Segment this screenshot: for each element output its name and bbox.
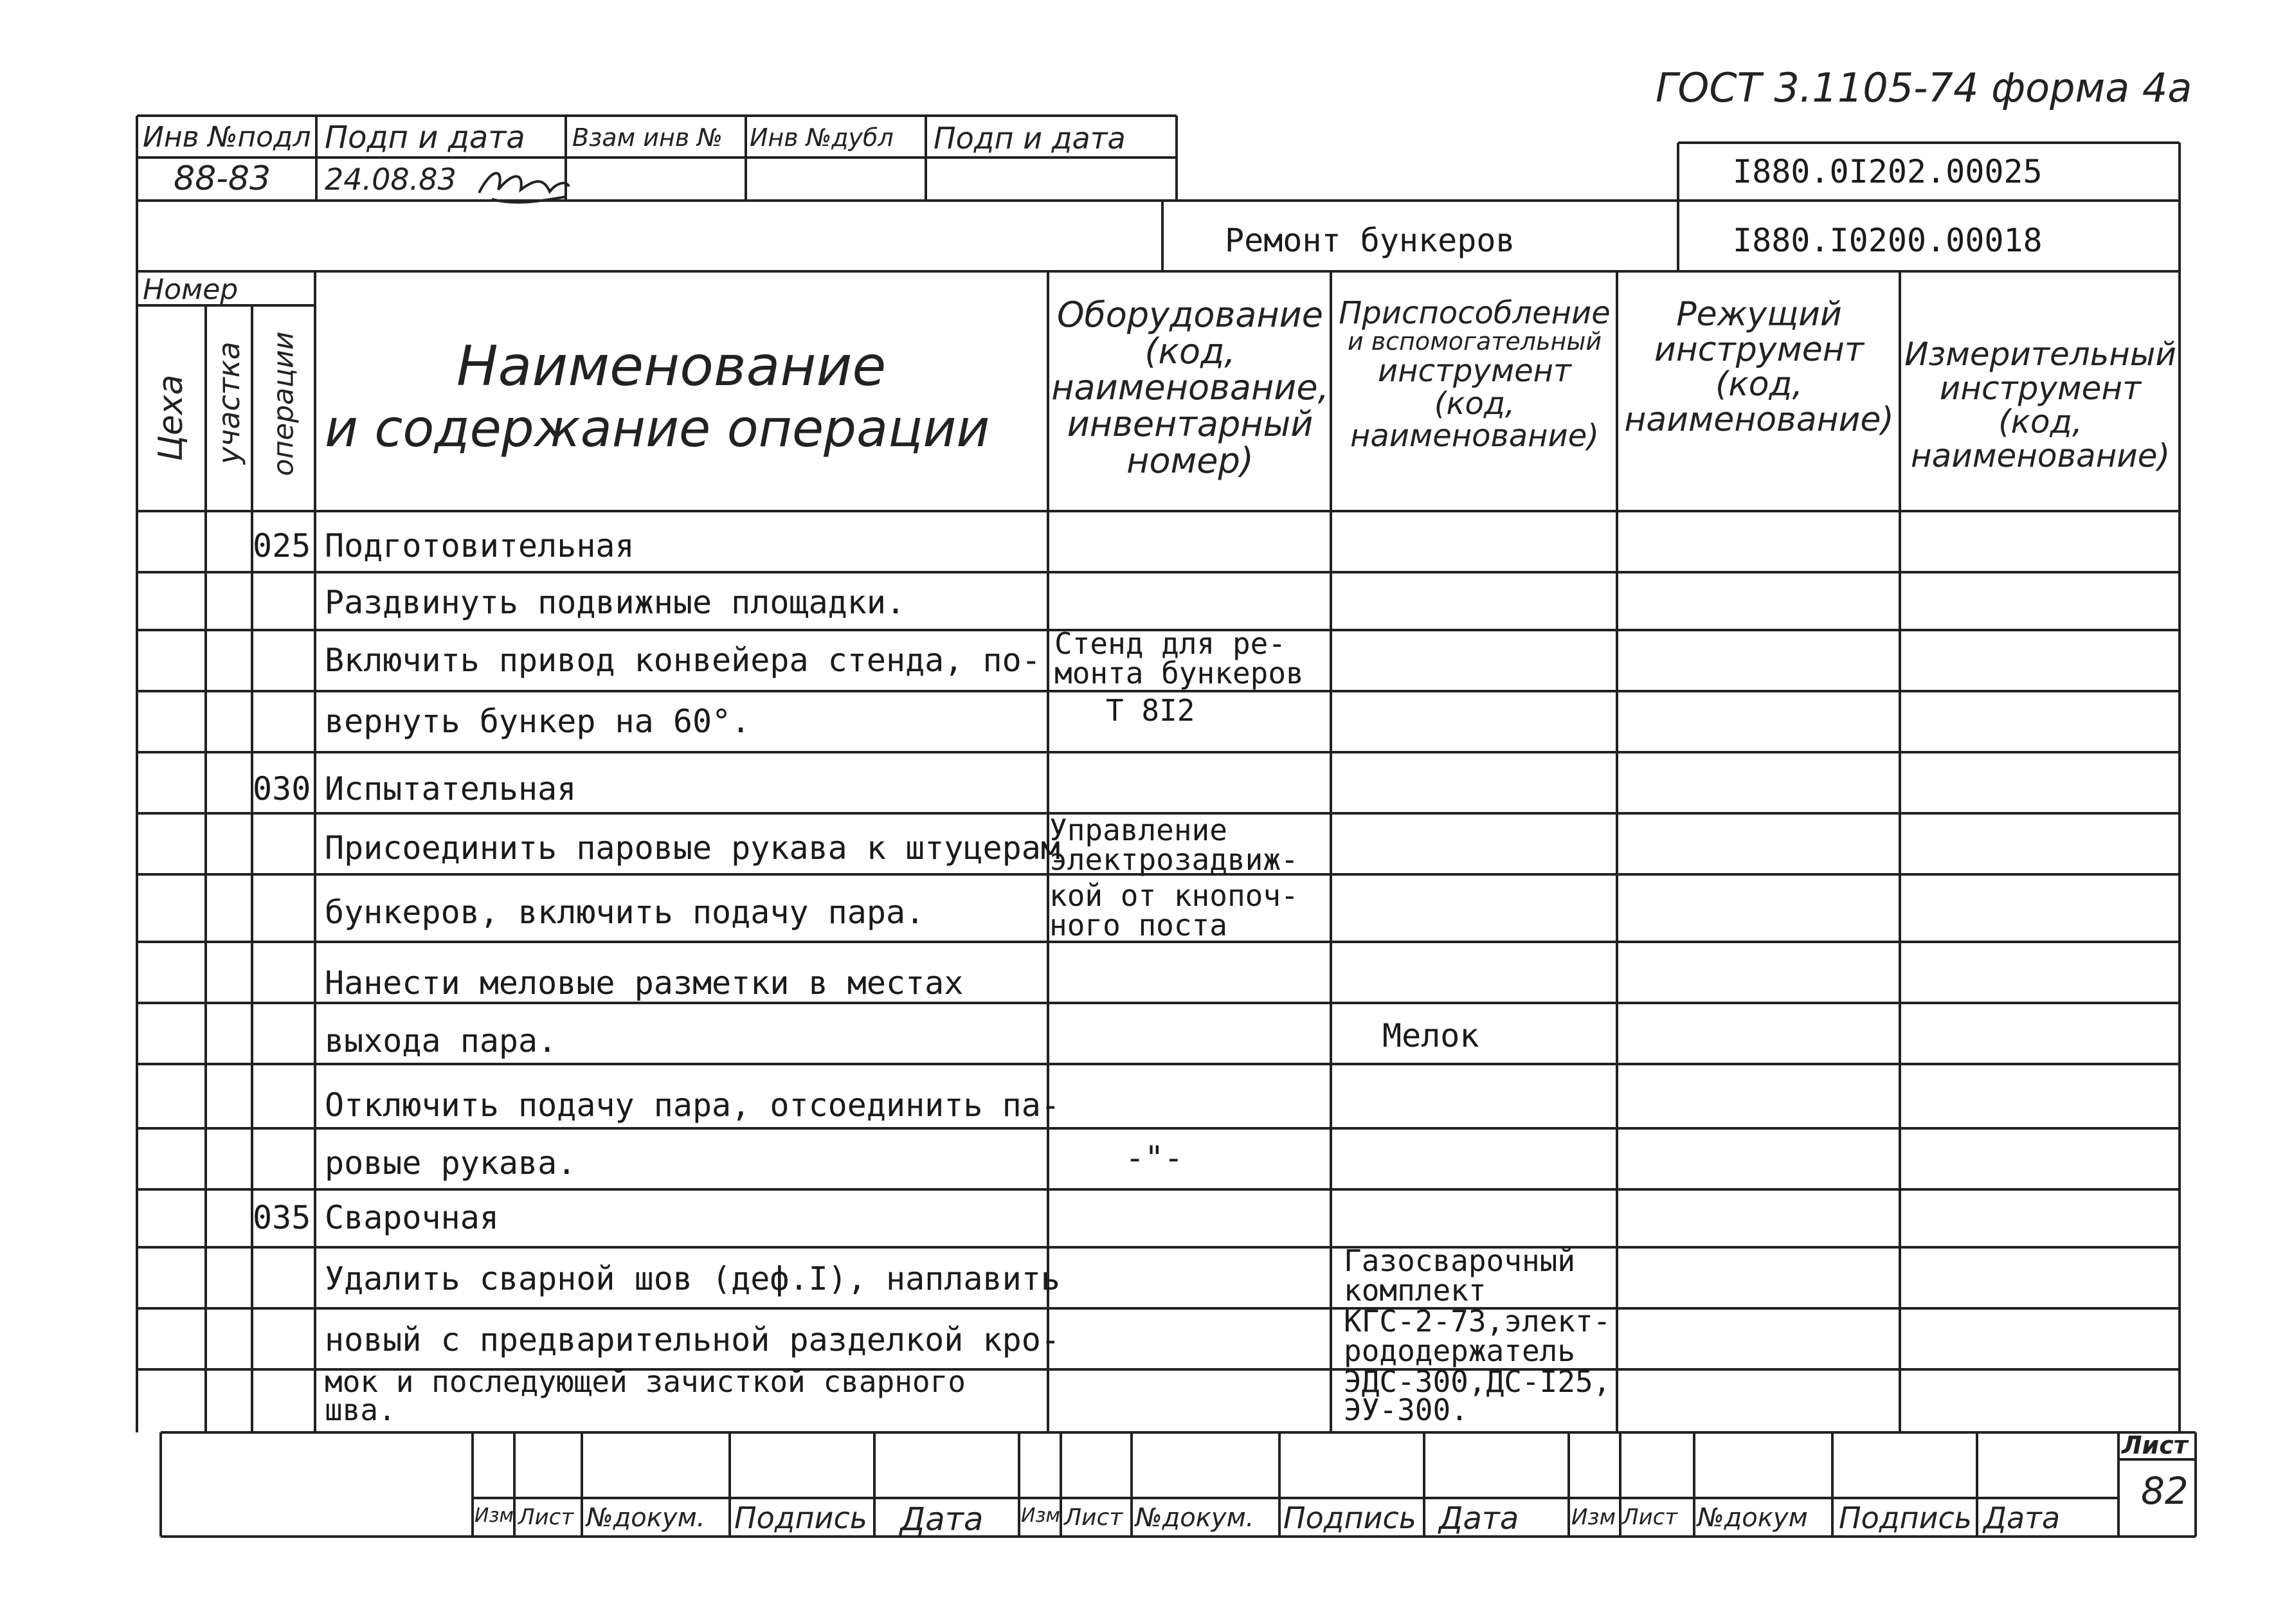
stamp-header-vzam-inv: Взам инв №	[572, 123, 723, 152]
op-number-030: 030	[253, 770, 311, 807]
header-measuring-tool: Измерительный инструмент (код, наименование)	[1904, 336, 2176, 474]
header-name-line2: и содержание операции	[325, 399, 990, 458]
sheet-label: Лист	[2122, 1431, 2188, 1459]
op-number-035: 035	[253, 1199, 311, 1236]
row-text: новый с предварительной разделкой кро-	[325, 1321, 1060, 1358]
row-text: Отключить подачу пара, отсоединить па-	[325, 1087, 1060, 1124]
footer-label: №докум.	[1135, 1503, 1254, 1533]
equip-cell: Стенд для ре- монта бункеров	[1054, 626, 1304, 690]
row-text: выхода пара.	[325, 1022, 557, 1060]
footer-label: Изм	[474, 1504, 514, 1527]
footer-label: №докум	[1697, 1503, 1808, 1533]
row-text: Удалить сварной шов (деф.I), наплавить	[325, 1260, 1060, 1297]
fixture-cell: ЭДС-300,ДС-I25, ЭУ-300.	[1344, 1364, 1611, 1427]
equip-cell: кой от кнопоч- ного поста	[1049, 878, 1299, 943]
row-text: Испытательная	[325, 770, 577, 807]
stamp-value-date: 24.08.83	[325, 162, 456, 197]
footer-label: Подпись	[1283, 1501, 1416, 1535]
fixture-cell: Газосварочный комплект	[1344, 1243, 1576, 1308]
stamp-header-inv-podl: Инв №подл	[143, 121, 311, 154]
stamp-header-podp-data: Подп и дата	[325, 120, 525, 156]
footer-label: №докум.	[586, 1503, 705, 1533]
footer-label: Лист	[1064, 1504, 1123, 1531]
footer-label: Дата	[900, 1501, 984, 1538]
form-code: ГОСТ 3.1105-74 форма 4а	[1656, 64, 2192, 111]
row-text: мок и последующей зачисткой сварного шва.	[325, 1364, 966, 1427]
header-number-group: Номер	[143, 273, 239, 306]
row-text: вернуть бункер на 60°.	[325, 703, 751, 740]
fixture-cell: Мелок	[1382, 1017, 1479, 1054]
row-text: Присоединить паровые рукава к штуцерам	[325, 829, 1060, 867]
header-col-uchastka: участка	[212, 341, 246, 464]
equip-cell: Управление электрозадвиж-	[1049, 813, 1299, 877]
header-cutting-tool: Режущий инструмент (код, наименование)	[1624, 295, 1894, 439]
product-name: Ремонт бункеров	[1225, 222, 1515, 259]
footer-label: Лист	[1622, 1504, 1678, 1530]
footer-label: Лист	[518, 1504, 574, 1530]
header-name-line1: Наименование	[456, 334, 887, 399]
footer-label: Подпись	[1839, 1501, 1972, 1535]
sheet-number: 82	[2141, 1469, 2189, 1513]
stamp-value-inv-podl: 88-83	[174, 159, 271, 198]
doc-code-1: I880.0I202.00025	[1733, 153, 2043, 190]
row-text: бункеров, включить подачу пара.	[325, 894, 925, 931]
equip-cell: -"-	[1125, 1139, 1184, 1177]
stamp-header-podp-data-2: Подп и дата	[934, 121, 1126, 156]
op-number-025: 025	[253, 527, 311, 564]
row-text: ровые рукава.	[325, 1144, 577, 1182]
footer-label: Подпись	[734, 1501, 867, 1535]
row-text: Нанести меловые разметки в местах	[325, 964, 964, 1002]
row-text: Раздвинуть подвижные площадки.	[325, 584, 906, 621]
row-text: Сварочная	[325, 1199, 499, 1236]
footer-label: Дата	[1439, 1501, 1519, 1537]
stamp-header-inv-dubl: Инв №дубл	[750, 123, 894, 152]
doc-code-2: I880.I0200.00018	[1733, 222, 2043, 259]
header-col-operacii: операции	[267, 331, 300, 476]
footer-label: Изм	[1021, 1504, 1061, 1527]
footer-label: Дата	[1983, 1501, 2061, 1535]
row-text: Включить привод конвейера стенда, по-	[325, 642, 1041, 679]
header-col-ceh: Цеха	[152, 374, 190, 462]
fixture-cell: КГС-2-73,элект- рододержатель	[1344, 1304, 1611, 1368]
header-equipment: Оборудование (код, наименование, инвентарный номер)	[1051, 294, 1329, 481]
header-fixture: Приспособление и вспомогательный инструмент (код, наименование)	[1339, 295, 1611, 455]
footer-label: Изм	[1571, 1504, 1616, 1530]
equip-cell: Т 8I2	[1106, 693, 1195, 728]
signature-image	[473, 154, 575, 212]
row-text: Подготовительная	[325, 527, 635, 564]
